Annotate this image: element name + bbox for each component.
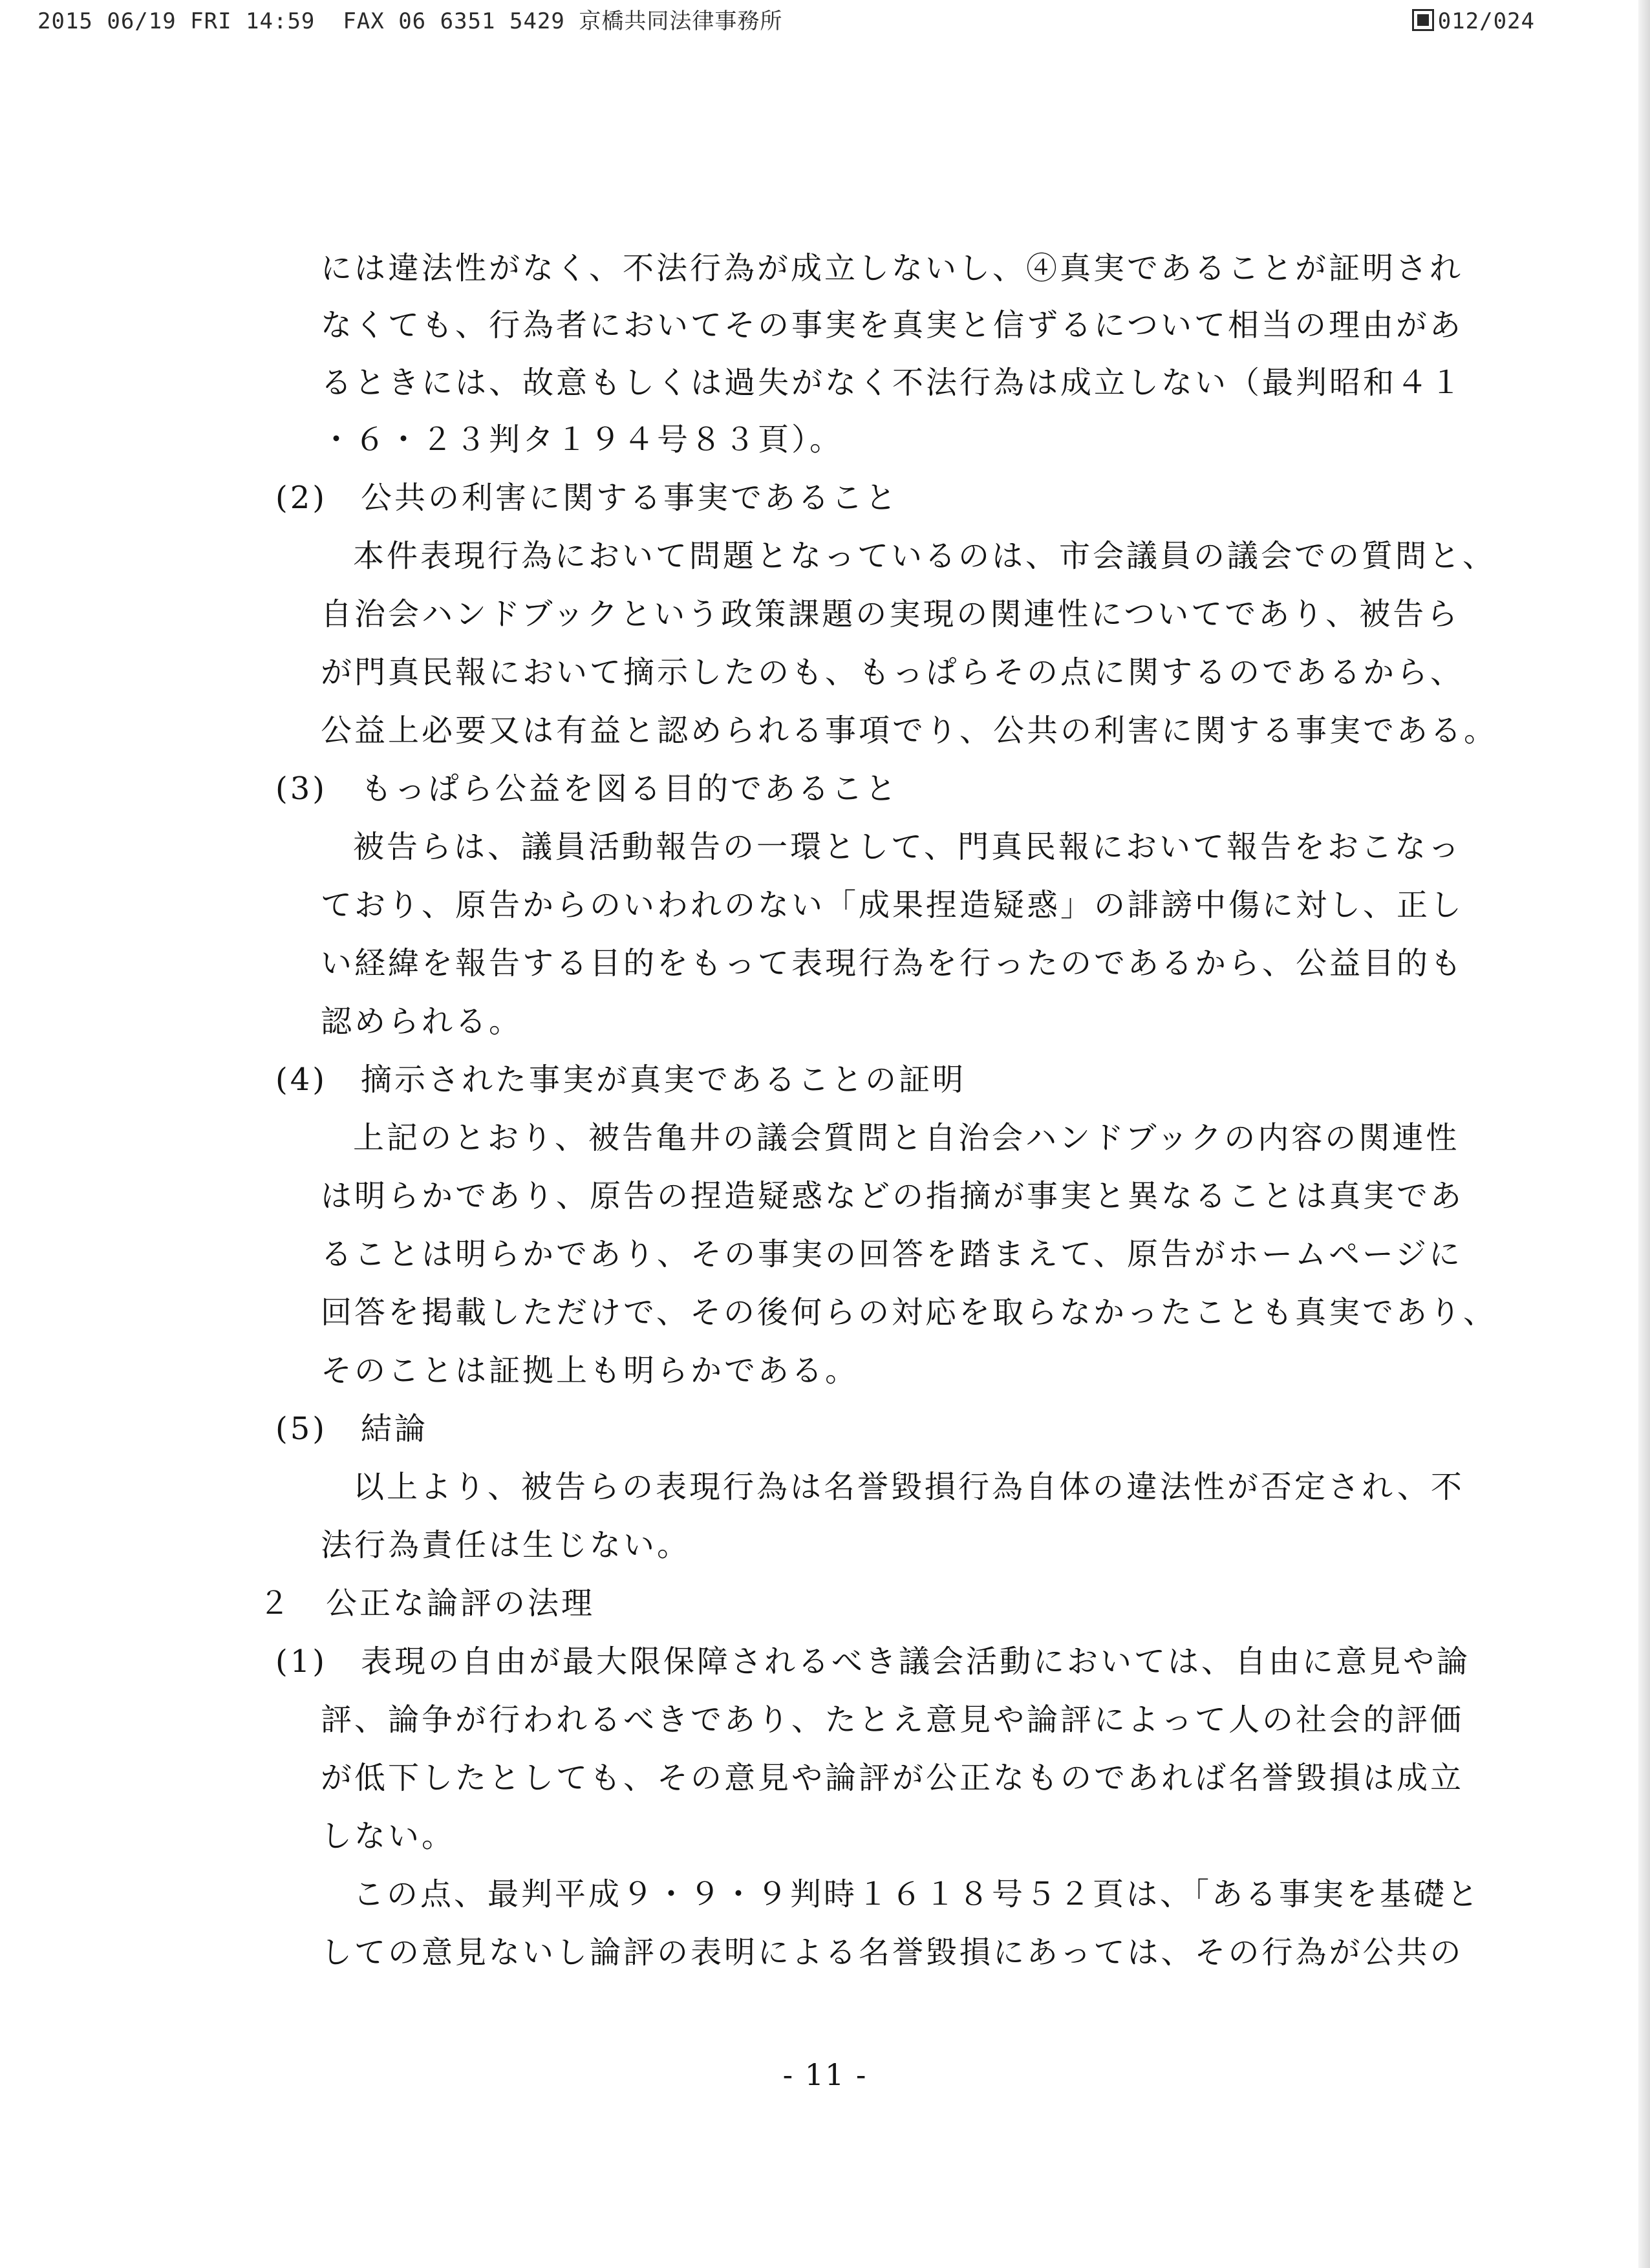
section-heading: (5) 結論 (275, 1411, 428, 1447)
section-heading: (1) 表現の自由が最大限保障されるべき議会活動においては、自由に意見や論 (275, 1643, 1470, 1680)
body-line: が低下したとしても、その意見や論評が公正なものであれば名誉毀損は成立 (321, 1760, 1464, 1796)
section-heading: (2) 公共の利害に関する事実であること (275, 480, 899, 516)
body-line: ており、原告からのいわれのない「成果捏造疑惑」の誹謗中傷に対し、正し (321, 887, 1464, 923)
fax-page-counter-text: 012/024 (1437, 8, 1535, 34)
body-line: この点、最判平成９・９・９判時１６１８号５２頁は、「ある事実を基礎と (353, 1876, 1481, 1912)
page-number: - 11 - (782, 2057, 868, 2092)
body-line: 法行為責任は生じない。 (321, 1527, 691, 1563)
section-heading: (4) 摘示された事実が真実であることの証明 (275, 1062, 966, 1098)
body-line: そのことは証拠上も明らかである。 (321, 1353, 859, 1389)
body-line: ることは明らかであり、その事実の回答を踏まえて、原告がホームページに (321, 1236, 1463, 1272)
body-line: しない。 (321, 1818, 456, 1854)
body-line: 上記のとおり、被告亀井の議会質問と自治会ハンドブックの内容の関連性 (353, 1120, 1460, 1156)
body-line: い経緯を報告する目的をもって表現行為を行ったのであるから、公益目的も (321, 945, 1464, 981)
body-line: 公益上必要又は有益と認められる事項でり、公共の利害に関する事実である。 (321, 712, 1498, 749)
body-line: には違法性がなく、不法行為が成立しないし、④真実であることが証明され (321, 250, 1464, 286)
body-line: 本件表現行為において問題となっているのは、市会議員の議会での質問と、 (353, 538, 1497, 574)
body-line: は明らかであり、原告の捏造疑惑などの指摘が事実と異なることは真実であ (321, 1178, 1464, 1214)
body-line: ・６・２３判タ１９４号８３頁）。 (321, 422, 844, 458)
body-line: 認められる。 (321, 1003, 523, 1040)
fax-header (38, 5, 1535, 37)
fax-transmission-info: 2015 06/19 FRI 14:59 FAX 06 6351 5429 京橋共同法律事務所 (38, 8, 783, 34)
body-line: 自治会ハンドブックという政策課題の実現の関連性についてであり、被告ら (321, 596, 1461, 632)
fax-page-counter (1412, 5, 1535, 37)
section-heading: (3) もっぱら公益を図る目的であること (275, 771, 899, 807)
fax-page-icon (1412, 9, 1434, 31)
body-line: 評、論争が行われるべきであり、たとえ意見や論評によって人の社会的評価 (321, 1702, 1464, 1738)
body-line: 以上より、被告らの表現行為は名誉毀損行為自体の違法性が否定され、不 (353, 1469, 1464, 1505)
body-line: 被告らは、議員活動報告の一環として、門真民報において報告をおこなっ (353, 829, 1462, 865)
body-line: るときには、故意もしくは過失がなく不法行為は成立しない（最判昭和４１ (321, 365, 1464, 401)
body-line: 回答を掲載しただけで、その後何らの対応を取らなかったことも真実であり、 (321, 1294, 1497, 1331)
chapter-heading: ２ 公正な論評の法理 (259, 1585, 595, 1621)
body-line: なくても、行為者においてその事実を真実と信ずるについて相当の理由があ (321, 307, 1464, 343)
body-line: が門真民報において摘示したのも、もっぱらその点に関するのであるから、 (321, 654, 1464, 690)
body-line: しての意見ないし論評の表明による名誉毀損にあっては、その行為が公共の (321, 1934, 1464, 1971)
scan-edge (1638, 0, 1650, 2268)
